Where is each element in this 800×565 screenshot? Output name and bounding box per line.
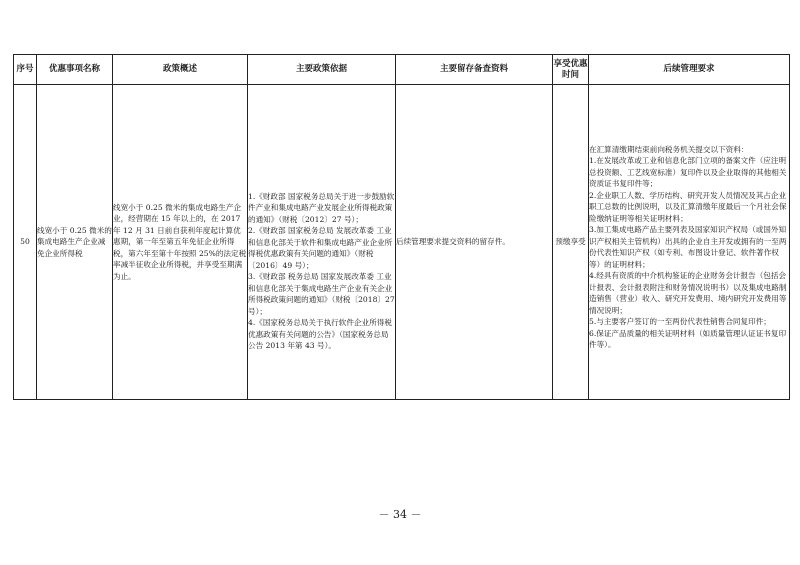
follow-item: 1.在发展改革或工业和信息化部门立项的备案文件（应注明总投资额、工艺线宽标准）复印件以及企业取得的其他相关资质证书复印件等； bbox=[589, 156, 787, 188]
header-name: 优惠事项名称 bbox=[37, 55, 113, 85]
follow-item: 2.企业职工人数、学历结构、研究开发人员情况及其占企业职工总数的比例说明，以及汇算清缴年度最后一个月社会保险缴纳证明等相关证明材料； bbox=[589, 190, 787, 223]
header-summary: 政策概述 bbox=[113, 55, 248, 85]
page-number: － 34 － bbox=[378, 508, 422, 521]
table-row bbox=[14, 85, 790, 400]
cell-follow bbox=[589, 85, 790, 400]
header-docs: 主要留存备查资料 bbox=[396, 55, 553, 85]
header-follow: 后续管理要求 bbox=[589, 55, 790, 85]
cell-docs: 后续管理要求提交资料的留存件。 bbox=[396, 85, 553, 400]
table-header-row bbox=[14, 55, 790, 85]
cell-basis bbox=[248, 85, 396, 400]
follow-item: 5.与主要客户签订的一至两份代表性销售合同复印件； bbox=[589, 317, 771, 326]
cell-no: 50 bbox=[14, 85, 37, 400]
follow-item: 3.加工集成电路产品主要列表及国家知识产权局（或国外知识产权相关主管机构）出具的企业自主开发或拥有的一至两份代表性知识产权（如专利、布图设计登记、软件著作权等）的证明材料； bbox=[589, 225, 787, 269]
header-no: 序号 bbox=[14, 55, 37, 85]
header-basis: 主要政策依据 bbox=[248, 55, 396, 85]
basis-item: 1.《财政部 国家税务总局关于进一步鼓励软件产业和集成电路产业发展企业所得税政策的通知》（财税〔2012〕27 号）； bbox=[248, 191, 395, 224]
cell-summary: 线宽小于 0.25 微米的集成电路生产企业，经营期在 15 年以上的，在 2017 年 12 月 31 日前自获利年度起计算优惠期，第一年至第五年免征企业所得税，第六年至第十年按照 25%的法定税率减半征收企业所得税，并享受至期满为止。 bbox=[113, 85, 248, 400]
policy-table bbox=[13, 54, 790, 400]
basis-item: 2.《财政部 国家税务总局 发展改革委 工业和信息化部关于软件和集成电路产业企业所得税优惠政策有关问题的通知》（财税〔2016〕49 号）； bbox=[248, 226, 393, 270]
basis-item: 3.《财政部 税务总局 国家发展改革委 工业和信息化部关于集成电路生产企业有关企业所得税政策问题的通知》（财税〔2018〕27 号）； bbox=[248, 272, 395, 316]
header-time: 享受优惠时间 bbox=[553, 55, 589, 85]
follow-item: 6.保证产品质量的相关证明材料（如质量管理认证证书复印件等）。 bbox=[589, 328, 787, 349]
follow-item: 4.经具有资质的中介机构鉴证的企业财务会计报告（包括会计报表、会计报表附注和财务情况说明书）以及集成电路制造销售（营业）收入、研究开发费用、境内研究开发费用等情况说明； bbox=[589, 271, 787, 315]
cell-name: 线宽小于 0.25 微米的集成电路生产企业减免企业所得税 bbox=[37, 85, 113, 400]
basis-item: 4.《国家税务总局关于执行软件企业所得税优惠政策有关问题的公告》（国家税务总局公告 2013 年第 43 号）。 bbox=[248, 318, 392, 350]
cell-time: 预缴享受 bbox=[553, 85, 589, 400]
follow-item: 在汇算清缴期结束前向税务机关提交以下资料： bbox=[589, 144, 749, 154]
